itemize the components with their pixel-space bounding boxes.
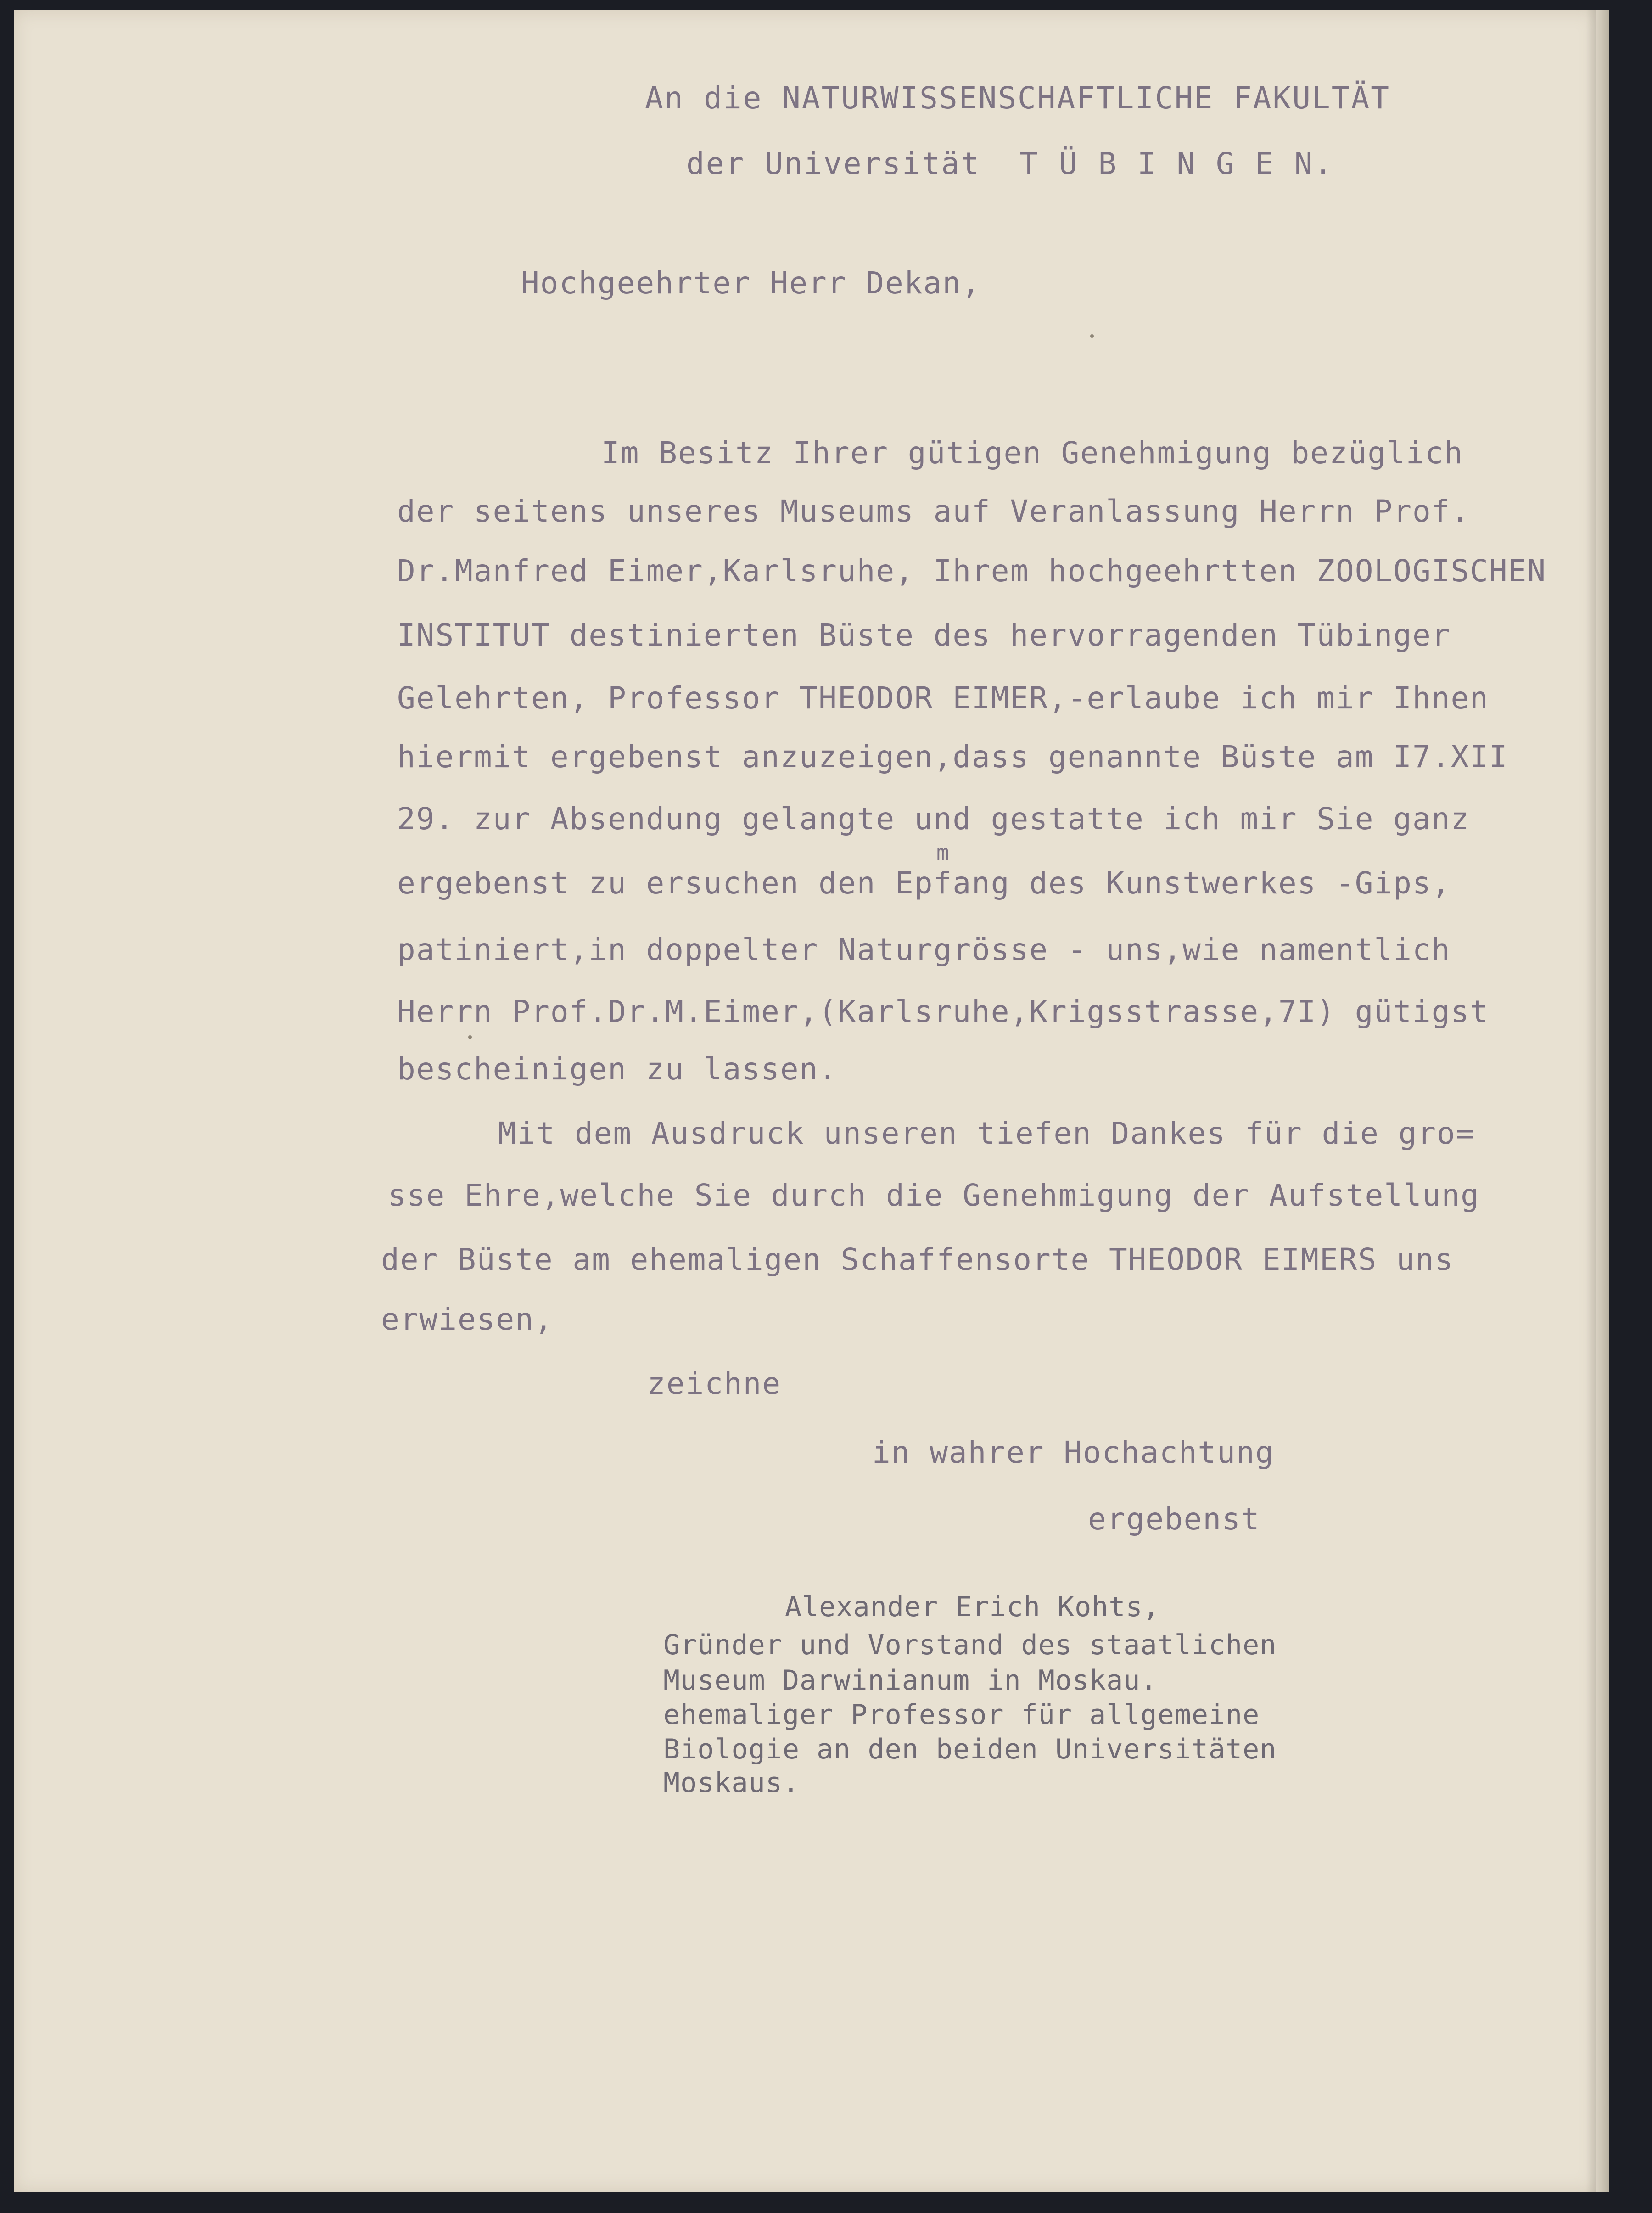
paper-right-edge xyxy=(1596,10,1609,2192)
paragraph-1-line-10: Herrn Prof.Dr.M.Eimer,(Karlsruhe,Krigsstrasse,7I) gütigst xyxy=(397,994,1489,1029)
paragraph-1-line-9: patiniert,in doppelter Naturgrösse - uns,wie namentlich xyxy=(397,932,1451,967)
addressee-line-1: An die NATURWISSENSCHAFTLICHE FAKULTÄT xyxy=(645,80,1390,116)
paragraph-1-line-6: hiermit ergebenst anzuzeigen,dass genannte Büste am I7.XII xyxy=(397,739,1508,775)
paragraph-1-line-4: INSTITUT destinierten Büste des hervorragenden Tübinger xyxy=(397,618,1451,653)
paragraph-1-line-7: 29. zur Absendung gelangte und gestatte ich mir Sie ganz xyxy=(397,801,1470,837)
paragraph-1-line-11: bescheinigen zu lassen. xyxy=(397,1051,838,1087)
salutation: Hochgeehrter Herr Dekan, xyxy=(521,265,981,301)
paragraph-2-line-2: sse Ehre,welche Sie durch die Genehmigung der Aufstellung xyxy=(388,1178,1480,1213)
insertion-mark: m xyxy=(936,840,950,865)
letter-paper xyxy=(14,10,1596,2192)
closing-line-3: ergebenst xyxy=(1088,1501,1260,1537)
paragraph-1-line-2: der seitens unseres Museums auf Veranlassung Herrn Prof. xyxy=(397,494,1470,529)
signature-line-5: Biologie an den beiden Universitäten xyxy=(663,1733,1277,1765)
paragraph-1-line-1: Im Besitz Ihrer gütigen Genehmigung bezüglich xyxy=(601,435,1464,471)
paper-spot xyxy=(1090,334,1094,338)
closing-line-1: zeichne xyxy=(647,1366,782,1401)
closing-line-2: in wahrer Hochachtung xyxy=(872,1435,1275,1470)
paragraph-2-line-3: der Büste am ehemaligen Schaffensorte THEODOR EIMERS uns xyxy=(381,1242,1454,1277)
signature-line-3: Museum Darwinianum in Moskau. xyxy=(663,1664,1158,1696)
paragraph-2-line-4: erwiesen, xyxy=(381,1302,554,1337)
signature-line-6: Moskaus. xyxy=(663,1767,800,1799)
paragraph-1-line-8: ergebenst zu ersuchen den Epfang des Kunstwerkes -Gips, xyxy=(397,865,1451,901)
signature-name: Alexander Erich Kohts, xyxy=(785,1591,1160,1623)
paragraph-1-line-5: Gelehrten, Professor THEODOR EIMER,-erlaube ich mir Ihnen xyxy=(397,680,1489,716)
addressee-line-2: der Universität T Ü B I N G E N. xyxy=(686,146,1334,181)
paragraph-2-line-1: Mit dem Ausdruck unseren tiefen Dankes für die gro= xyxy=(498,1116,1475,1151)
paper-spot xyxy=(468,1035,472,1039)
signature-line-2: Gründer und Vorstand des staatlichen xyxy=(663,1629,1277,1661)
paragraph-1-line-3: Dr.Manfred Eimer,Karlsruhe, Ihrem hochgeehrtten ZOOLOGISCHEN xyxy=(397,553,1547,589)
signature-line-4: ehemaliger Professor für allgemeine xyxy=(663,1699,1260,1731)
